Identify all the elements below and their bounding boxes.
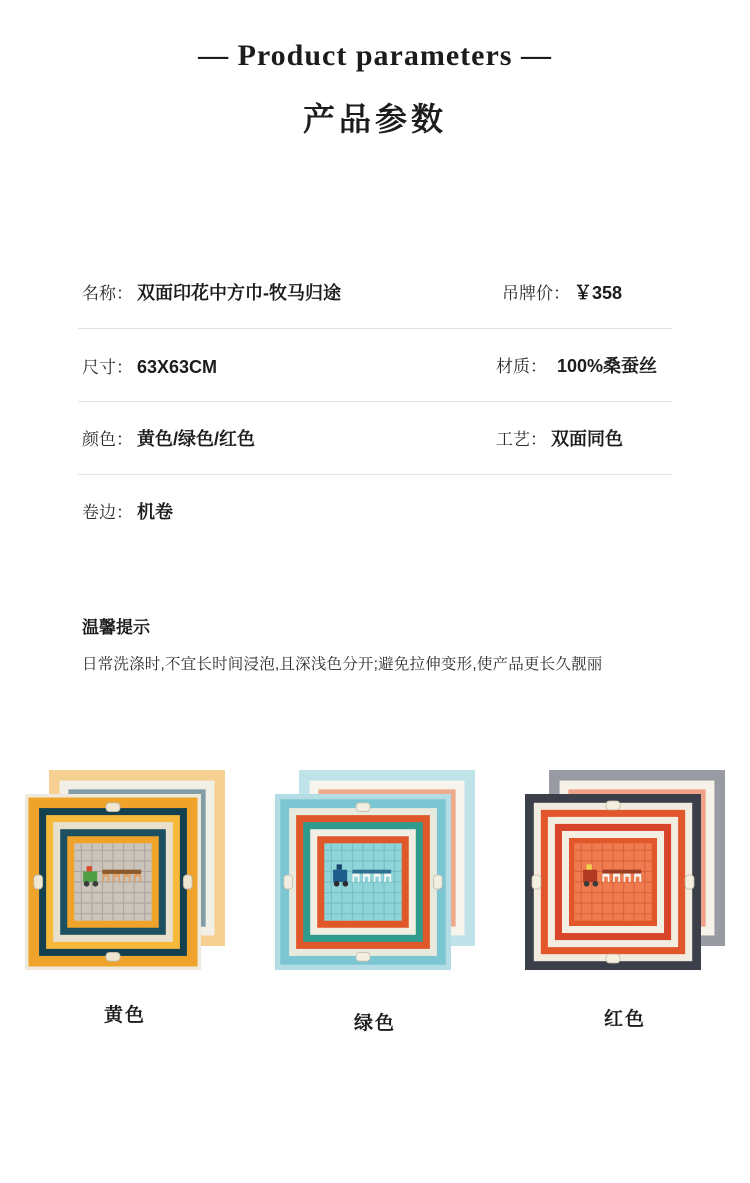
care-tips-text: 日常洗涤时,不宜长时间浸泡,且深浅色分开;避免拉伸变形,使产品更长久靓丽 (82, 656, 603, 673)
scarf-image-red (525, 770, 725, 970)
spec-label: 名称： (82, 284, 133, 303)
spec-cell-craft (438, 425, 672, 451)
scarf-image-yellow (25, 770, 225, 970)
page-title-en: — Product parameters — (198, 39, 552, 72)
scarf-image-green (275, 770, 475, 970)
swatch-label: 黄色 (103, 1005, 146, 1026)
spec-cell-hem (78, 498, 438, 524)
spec-cell-name (78, 279, 438, 305)
care-tips (78, 613, 672, 674)
spec-row (78, 329, 672, 402)
spec-row (78, 475, 672, 547)
scarf-front-layer-icon (525, 794, 701, 970)
spec-value: 双面同色 (551, 429, 623, 449)
swatch-green[interactable] (250, 770, 500, 1035)
spec-row (78, 256, 672, 329)
spec-label: 吊牌价： (502, 284, 570, 303)
spec-row (78, 402, 672, 475)
spec-cell-price (438, 279, 672, 305)
spec-cell-size (78, 353, 438, 378)
spec-label: 材质： (496, 357, 547, 376)
spec-value: 黄色/绿色/红色 (137, 429, 256, 449)
spec-label: 工艺： (496, 430, 547, 449)
swatch-red[interactable] (500, 770, 750, 1035)
spec-label: 卷边： (82, 503, 133, 522)
product-spec-table (78, 256, 672, 547)
spec-cell-color (78, 425, 438, 451)
spec-value: 100%桑蚕丝 (557, 356, 658, 376)
spec-cell-material (438, 352, 672, 378)
swatch-yellow[interactable] (0, 770, 250, 1035)
care-tips-title: 温馨提示 (82, 618, 150, 637)
spec-label: 尺寸： (82, 357, 133, 377)
scarf-front-layer-icon (25, 794, 201, 970)
spec-label: 颜色： (82, 430, 133, 449)
swatch-label: 红色 (603, 1009, 646, 1030)
color-swatch-gallery (0, 770, 750, 1035)
spec-value: 63X63CM (137, 356, 218, 377)
page-title-cn: 产品参数 (302, 101, 447, 137)
spec-value: 双面印花中方巾-牧马归途 (137, 283, 341, 303)
swatch-label: 绿色 (353, 1013, 396, 1034)
page-header (0, 0, 750, 140)
scarf-front-layer-icon (275, 794, 451, 970)
spec-value: 机卷 (137, 502, 173, 522)
spec-value: ￥358 (574, 283, 623, 303)
